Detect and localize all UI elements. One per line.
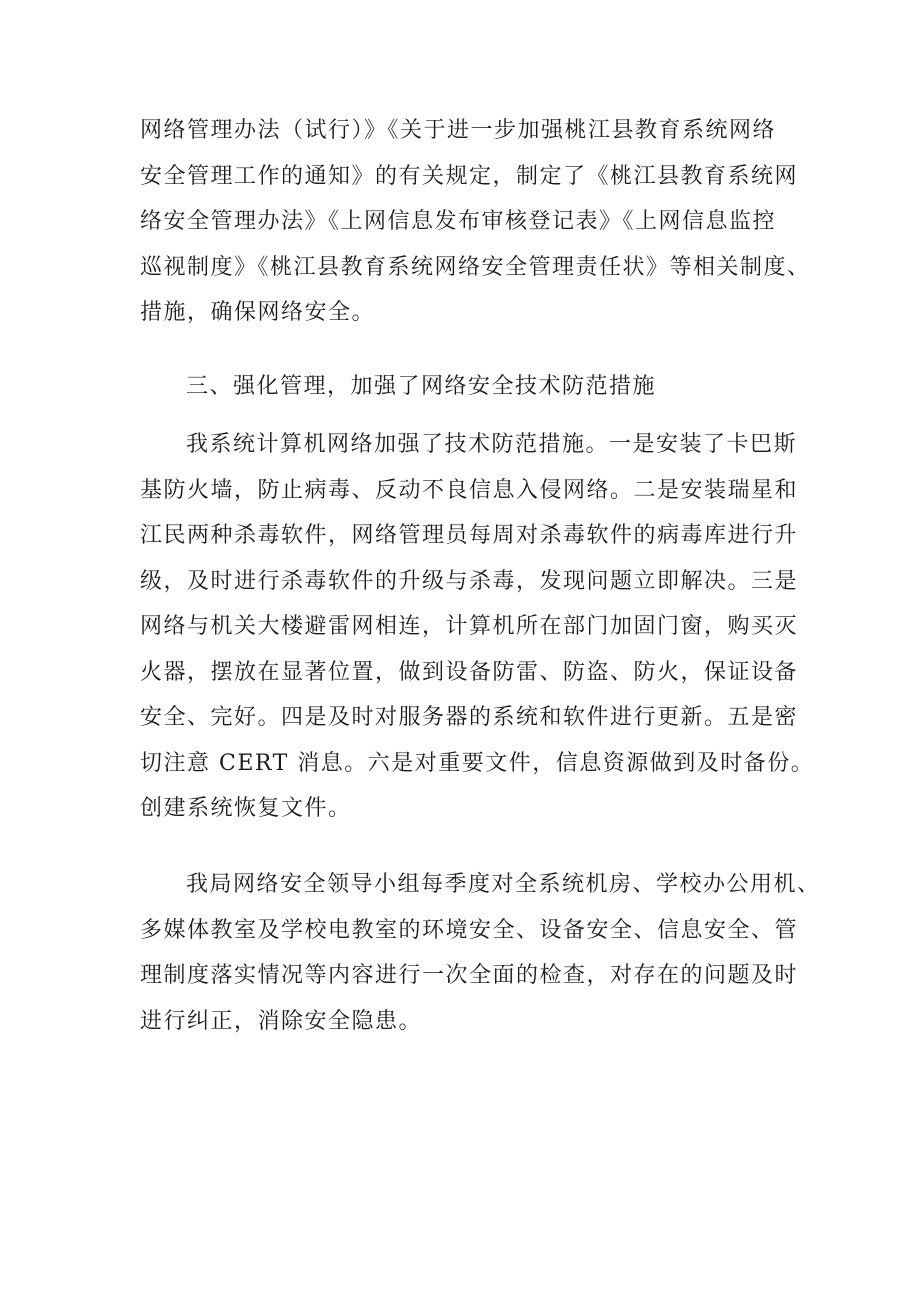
paragraph-line: 理制度落实情况等内容进行一次全面的检查，对存在的问题及时 (140, 963, 799, 988)
paragraph-line: 火器，摆放在显著位置，做到设备防雷、防盗、防火，保证设备 (140, 659, 799, 685)
paragraph-line: 江民两种杀毒软件，网络管理员每周对杀毒软件的病毒库进行升 (140, 523, 799, 548)
paragraph-line: 创建系统恢复文件。 (140, 796, 352, 821)
paragraph-line: 安全管理工作的通知》的有关规定，制定了《桃江县教育系统网 (140, 163, 799, 189)
section-heading-block (140, 364, 820, 410)
paragraph-line: 安全、完好。四是及时对服务器的系统和软件进行更新。五是密 (140, 705, 799, 730)
paragraph-line: 网络管理办法（试行）》《关于进一步加强桃江县教育系统网络 (140, 118, 777, 143)
continued-paragraph (140, 108, 820, 336)
paragraph-line: 措施，确保网络安全。 (140, 300, 376, 325)
paragraph-line: 多媒体教室及学校电教室的环境安全、设备安全、信息安全、管 (140, 917, 799, 943)
technical-measures-paragraph (140, 422, 820, 832)
paragraph-line: 络安全管理办法》《上网信息发布审核登记表》《上网信息监控 (140, 209, 777, 234)
paragraph-line: 网络与机关大楼避雷网相连，计算机所在部门加固门窗，购买灭 (140, 614, 799, 639)
paragraph-line: 巡视制度》《桃江县教育系统网络安全管理责任状》等相关制度、 (140, 254, 811, 280)
paragraph-line: 我局网络安全领导小组每季度对全系统机房、学校办公用机、 (186, 872, 821, 897)
paragraph-line: 基防火墙，防止病毒、反动不良信息入侵网络。二是安装瑞星和 (140, 477, 799, 503)
paragraph-line: 进行纠正，消除安全隐患。 (140, 1008, 423, 1034)
inspection-paragraph (140, 862, 820, 1044)
section-heading: 三、强化管理，加强了网络安全技术防范措施 (186, 374, 657, 399)
paragraph-line: 我系统计算机网络加强了技术防范措施。一是安装了卡巴斯 (186, 432, 798, 457)
paragraph-line: 级，及时进行杀毒软件的升级与杀毒，发现问题立即解决。三是 (140, 568, 799, 594)
paragraph-line: 切注意 CERT 消息。六是对重要文件，信息资源做到及时备份。 (140, 750, 815, 776)
